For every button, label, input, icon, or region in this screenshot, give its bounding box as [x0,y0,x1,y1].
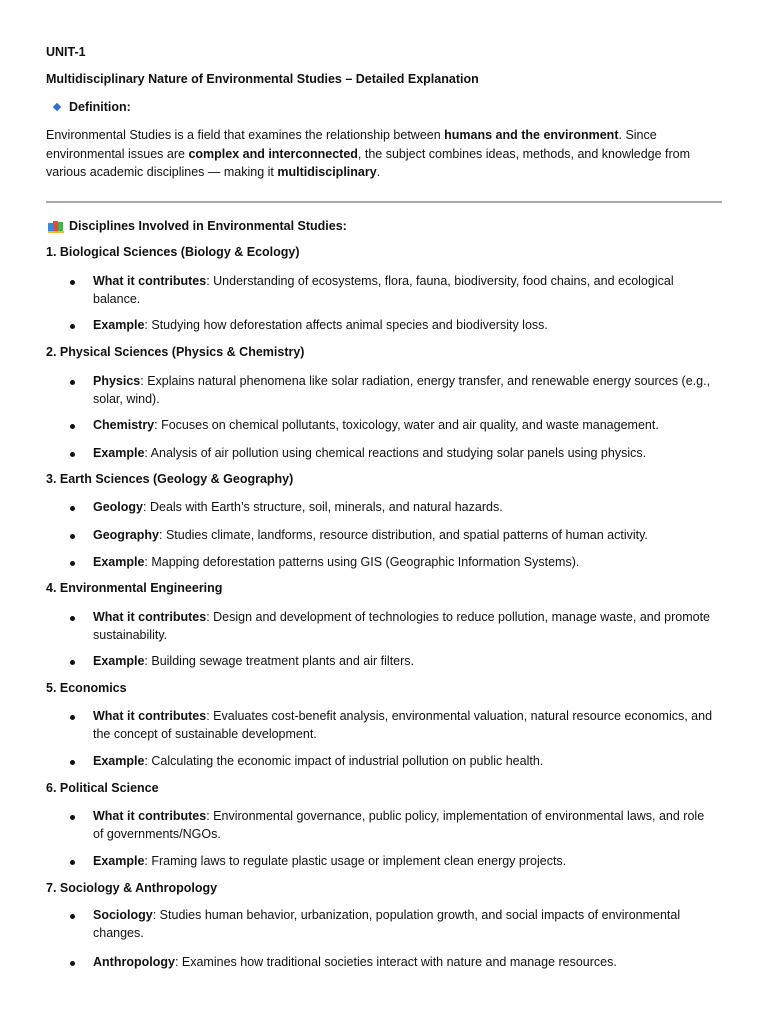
bullet-icon [70,324,75,329]
list-item-text: : Studying how deforestation affects animal species and biodiversity loss. [144,318,548,332]
list-item [93,907,713,942]
bullet-icon [70,961,75,966]
list-item-label: Chemistry [93,418,155,432]
list-item-label: What it contributes [93,809,207,823]
unit-label: UNIT-1 [46,45,86,59]
disciplines-heading: Disciplines Involved in Environmental Studies: [69,219,347,233]
intro-bold-1: humans and the environment [444,128,619,142]
list-item [93,554,713,572]
list-item [93,609,713,644]
list-item [93,445,713,463]
bullet-icon [70,561,75,566]
bullet-icon [70,815,75,820]
bullet-icon [70,860,75,865]
definition-label: Definition: [69,100,131,114]
diamond-bullet-icon [53,103,61,111]
section-heading: 2. Physical Sciences (Physics & Chemistry) [46,345,305,359]
list-item-label: Example [93,654,145,668]
list-item-label: What it contributes [93,709,207,723]
page-title: Multidisciplinary Nature of Environmental Studies – Detailed Explanation [46,72,479,86]
horizontal-divider [46,201,722,203]
bullet-icon [70,660,75,665]
list-item-text: : Understanding of ecosystems, flora, fauna, biodiversity, food chains, and ecological balance. [93,274,674,306]
list-item-label: Sociology [93,908,153,922]
list-item-label: Anthropology [93,955,175,969]
list-item [93,417,713,435]
bullet-icon [70,380,75,385]
intro-part-1: Environmental Studies is a field that examines the relationship between [46,128,445,142]
list-item [93,273,713,308]
list-item-text: : Environmental governance, public policy, implementation of environmental laws, and role of governments/NGOs. [93,809,705,841]
list-item [93,527,713,545]
list-item-label: Geology [93,500,144,514]
bullet-icon [70,760,75,765]
list-item-label: What it contributes [93,610,207,624]
list-item-text: : Examines how traditional societies interact with nature and manage resources. [174,955,617,969]
intro-bold-3: multidisciplinary [277,165,377,179]
list-item-text: : Design and development of technologies to reduce pollution, manage waste, and promote sustainability. [93,610,710,642]
list-item-text: : Evaluates cost-benefit analysis, environmental valuation, natural resource economics, and the concept of sustainable development. [93,709,713,741]
list-item-label: Physics [93,374,141,388]
list-item [93,808,713,843]
intro-part-2: . Since environmental issues are [46,128,657,161]
section-heading: 4. Environmental Engineering [46,581,223,595]
section-heading: 5. Economics [46,681,127,695]
intro-bold-2: complex and interconnected [188,146,358,161]
list-item-label: Example [93,854,145,868]
list-item [93,853,713,871]
list-item-label: Example [93,446,145,460]
list-item-text: : Mapping deforestation patterns using GIS (Geographic Information Systems). [144,555,580,569]
books-icon [48,220,64,233]
intro-paragraph [46,126,722,182]
list-item [93,317,713,335]
list-item-text: : Studies human behavior, urbanization, population growth, and social impacts of environmental changes. [93,908,681,940]
bullet-icon [70,914,75,919]
list-item-text: : Framing laws to regulate plastic usage or implement clean energy projects. [144,854,567,868]
list-item-text: : Calculating the economic impact of industrial pollution on public health. [144,754,544,768]
bullet-icon [70,715,75,720]
list-item-label: What it contributes [93,274,207,288]
list-item-label: Geography [93,528,159,542]
list-item-text: : Deals with Earth’s structure, soil, minerals, and natural hazards. [143,500,503,514]
list-item [93,653,713,671]
section-heading: 7. Sociology & Anthropology [46,881,218,895]
list-item-label: Example [93,555,145,569]
section-heading: 1. Biological Sciences (Biology & Ecology) [46,245,300,259]
bullet-icon [70,534,75,539]
list-item-text: : Studies climate, landforms, resource distribution, and spatial patterns of human activity. [159,528,648,542]
list-item-text: : Focuses on chemical pollutants, toxicology, water and air quality, and waste management. [154,418,659,432]
list-item-label: Example [93,318,145,332]
bullet-icon [70,506,75,511]
list-item [93,753,713,771]
intro-part-3: , the subject combines ideas, methods, and knowledge from various academic disciplines — making it [46,146,691,179]
list-item-text: : Explains natural phenomena like solar radiation, energy transfer, and renewable energy sources (e.g., solar, wind). [93,374,711,406]
section-heading: 6. Political Science [46,781,159,795]
list-item-label: Example [93,754,145,768]
bullet-icon [70,452,75,457]
intro-part-4: . [376,165,381,179]
bullet-icon [70,424,75,429]
section-heading: 3. Earth Sciences (Geology & Geography) [46,472,294,486]
list-item [93,954,713,972]
list-item [93,499,713,517]
list-item [93,373,713,408]
bullet-icon [70,280,75,285]
list-item [93,708,713,743]
bullet-icon [70,616,75,621]
list-item-text: : Building sewage treatment plants and air filters. [144,654,415,668]
list-item-text: : Analysis of air pollution using chemical reactions and studying solar panels using physics. [144,446,647,460]
